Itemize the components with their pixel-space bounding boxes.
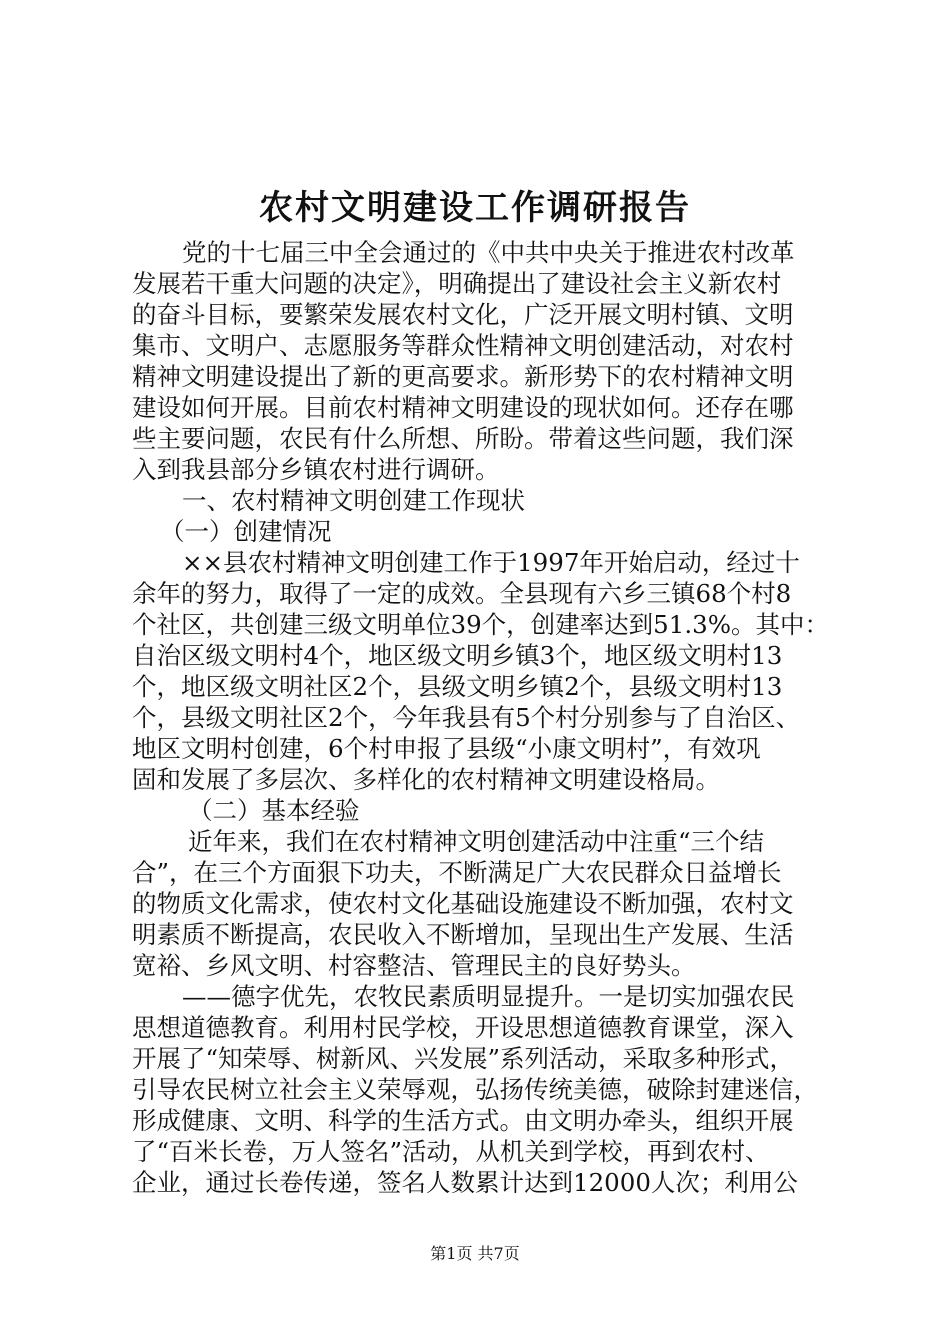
text-line: 集市、文明户、志愿服务等群众性精神文明创建活动，对农村: [132, 331, 794, 360]
text-line: 入到我县部分乡镇农村进行调研。: [132, 455, 500, 484]
subsection-heading: （一）创建情况: [160, 517, 332, 546]
text-line: 近年来，我们在农村精神文明创建活动中注重“三个结: [188, 827, 765, 856]
text-line: 思想道德教育。利用村民学校，开设思想道德教育课堂，深入: [132, 1013, 794, 1042]
text-line: ——德字优先，农牧民素质明显提升。一是切实加强农民: [182, 982, 795, 1011]
subsection-heading: （二）基本经验: [188, 796, 360, 825]
document-title: 农村文明建设工作调研报告: [259, 188, 691, 228]
text-line: 个，县级文明社区2个，今年我县有5个村分别参与了自治区、: [132, 703, 801, 732]
text-line: ××县农村精神文明创建工作于1997年开始启动，经过十: [182, 548, 800, 577]
page-number: 第1页 共7页: [430, 1244, 520, 1263]
text-line: 合”，在三个方面狠下功夫，不断满足广大农民群众日益增长: [132, 858, 782, 887]
text-line: 党的十七届三中全会通过的《中共中央关于推进农村改革: [182, 238, 795, 267]
text-line: 的奋斗目标，要繁荣发展农村文化，广泛开展文明村镇、文明: [132, 300, 794, 329]
text-line: 形成健康、文明、科学的生活方式。由文明办牵头，组织开展: [132, 1106, 794, 1135]
text-line: 宽裕、乡风文明、村容整洁、管理民主的良好势头。: [132, 951, 696, 980]
text-line: 地区文明村创建，6个村申报了县级“小康文明村”，有效巩: [132, 734, 761, 763]
text-line: 发展若干重大问题的决定》，明确提出了建设社会主义新农村: [132, 269, 782, 298]
text-line: 了“百米长卷，万人签名”活动，从机关到学校，再到农村、: [132, 1137, 770, 1166]
text-line: 明素质不断提高，农民收入不断增加，呈现出生产发展、生活: [132, 920, 794, 949]
text-line: 个社区，共创建三级文明单位39个，创建率达到51.3%。其中：: [132, 610, 830, 639]
text-line: 固和发展了多层次、多样化的农村精神文明建设格局。: [132, 765, 720, 794]
text-line: 余年的努力，取得了一定的成效。全县现有六乡三镇68个村8: [132, 579, 792, 608]
text-line: 自治区级文明村4个，地区级文明乡镇3个，地区级文明村13: [132, 641, 783, 670]
text-line: 的物质文化需求，使农村文化基础设施建设不断加强，农村文: [132, 889, 794, 918]
text-line: 企业，通过长卷传递，签名人数累计达到12000人次；利用公: [132, 1168, 798, 1197]
text-line: 建设如何开展。目前农村精神文明建设的现状如何。还存在哪: [132, 393, 794, 422]
text-line: 个，地区级文明社区2个，县级文明乡镇2个，县级文明村13: [132, 672, 783, 701]
text-line: 开展了“知荣辱、树新风、兴发展”系列活动，采取多种形式，: [132, 1044, 795, 1073]
text-line: 些主要问题，农民有什么所想、所盼。带着这些问题，我们深: [132, 424, 794, 453]
text-line: 精神文明建设提出了新的更高要求。新形势下的农村精神文明: [132, 362, 794, 391]
section-heading: 一、农村精神文明创建工作现状: [182, 486, 525, 515]
text-line: 引导农民树立社会主义荣辱观，弘扬传统美德，破除封建迷信，: [132, 1075, 818, 1104]
